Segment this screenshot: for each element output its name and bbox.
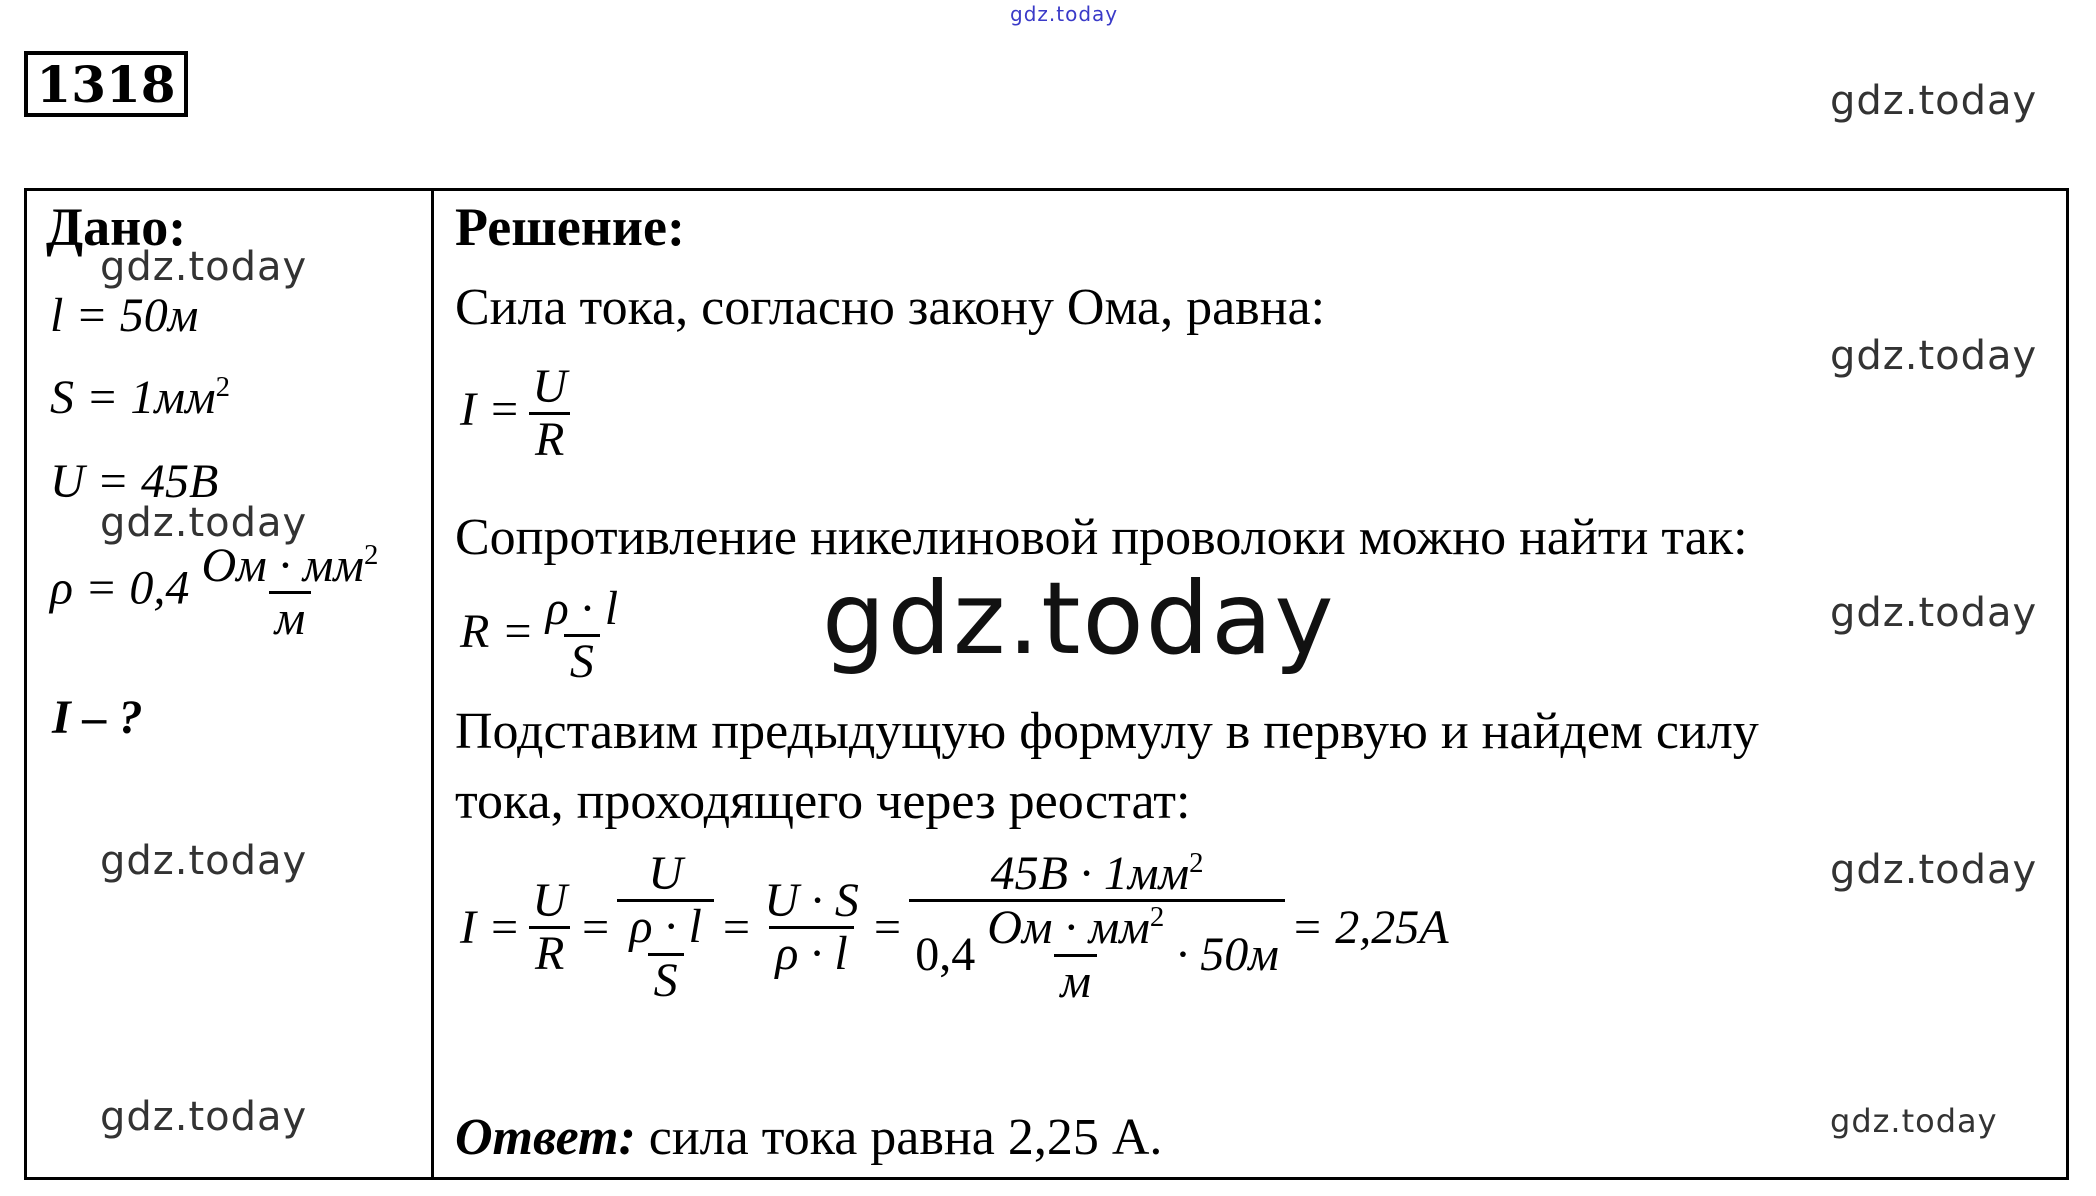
given-resistivity <box>50 540 390 645</box>
watermark: gdz.today <box>1830 590 2038 636</box>
f3-inner-rhol: ρ · l <box>629 900 702 954</box>
f3-big-den-suffix: · 50м <box>1176 927 1279 981</box>
problem-number: 1318 <box>24 51 188 117</box>
f2-numerator: ρ · l <box>545 582 619 635</box>
given-voltage: U = 45В <box>50 455 219 508</box>
watermark-top: gdz.today <box>1010 2 1119 26</box>
solution-heading: Решение: <box>455 197 685 257</box>
f1-denominator: R <box>529 412 570 465</box>
f3-frac-UR <box>526 873 573 981</box>
watermark: gdz.today <box>1830 333 2038 379</box>
watermark-large: gdz.today <box>822 560 1336 677</box>
given-area <box>50 370 230 425</box>
f3-big-den-den: м <box>1054 954 1097 1007</box>
given-unknown: I – ? <box>52 691 143 744</box>
f3-nested-U: U <box>648 847 683 900</box>
table-divider <box>431 188 434 1180</box>
f3-big-den-frac <box>981 902 1170 1007</box>
given-length: l = 50м <box>50 289 199 342</box>
f3-big-num-base: 45В · 1мм <box>990 847 1190 900</box>
answer <box>455 1108 1162 1167</box>
rho-fraction <box>195 540 384 645</box>
f3-U: U <box>532 873 568 927</box>
f2-left: R = <box>460 604 534 658</box>
f3-big-denominator <box>909 899 1285 1007</box>
f3-rhol: ρ · l <box>769 926 853 979</box>
f3-big-numerator <box>985 848 1210 899</box>
answer-label: Ответ: <box>455 1109 636 1166</box>
watermark: gdz.today <box>100 1094 308 1140</box>
f3-eq-2: = <box>719 901 753 955</box>
f3-result: = 2,25А <box>1290 901 1449 955</box>
watermark: gdz.today <box>100 244 308 290</box>
solution-line-2: Сопротивление никелиновой проволоки можно найти так: <box>455 509 1748 566</box>
f3-eq-1: = <box>579 901 612 955</box>
rho-prefix: ρ = 0,4 <box>50 561 190 615</box>
f1-numerator: U <box>532 360 568 413</box>
f3-big-den-num-exp: 2 <box>1149 901 1165 934</box>
given-heading: Дано: <box>46 197 187 257</box>
f3-big-num-exp: 2 <box>1189 847 1204 879</box>
rho-denominator: м <box>269 591 312 644</box>
watermark: gdz.today <box>100 838 308 884</box>
f3-frac-US <box>758 873 865 981</box>
solution-line-4: тока, проходящего через реостат: <box>455 773 1191 830</box>
f3-big-den-num <box>981 902 1170 953</box>
f3-nested-denominator <box>617 899 713 1006</box>
f3-eq-3: = <box>870 901 904 955</box>
formula-ohms-law <box>460 362 579 466</box>
solution-line-3: Подставим предыдущую формулу в первую и найдем силу <box>455 703 1759 760</box>
formula-resistance <box>460 584 630 688</box>
f3-inner-frac <box>623 902 707 1006</box>
rho-numerator <box>195 540 384 591</box>
f3-big-den-num-base: Ом · мм <box>987 901 1150 955</box>
f3-frac-nested <box>617 849 713 1006</box>
rho-num-exp: 2 <box>364 539 379 571</box>
f3-R: R <box>529 926 570 979</box>
rho-num-base: Ом · мм <box>201 539 364 592</box>
solution-line-1: Сила тока, согласно закону Ома, равна: <box>455 279 1326 336</box>
f3-inner-S: S <box>648 953 684 1006</box>
given-area-exp: 2 <box>215 371 231 403</box>
f3-big-den-prefix: 0,4 <box>915 927 976 981</box>
given-area-base: S = 1мм <box>50 371 216 424</box>
watermark: gdz.today <box>1830 78 2038 124</box>
watermark: gdz.today <box>1830 1102 1998 1140</box>
watermark: gdz.today <box>1830 847 2038 893</box>
f2-denominator: S <box>564 634 600 687</box>
formula-final <box>460 848 1449 1007</box>
f2-fraction <box>540 584 624 688</box>
answer-text: сила тока равна 2,25 А. <box>635 1109 1163 1166</box>
f3-frac-big <box>909 848 1285 1007</box>
watermark: gdz.today <box>100 500 308 546</box>
f3-I: I = <box>460 901 521 955</box>
f3-US: U · S <box>764 873 859 927</box>
f1-left: I = <box>460 382 521 436</box>
f1-fraction <box>526 362 573 466</box>
